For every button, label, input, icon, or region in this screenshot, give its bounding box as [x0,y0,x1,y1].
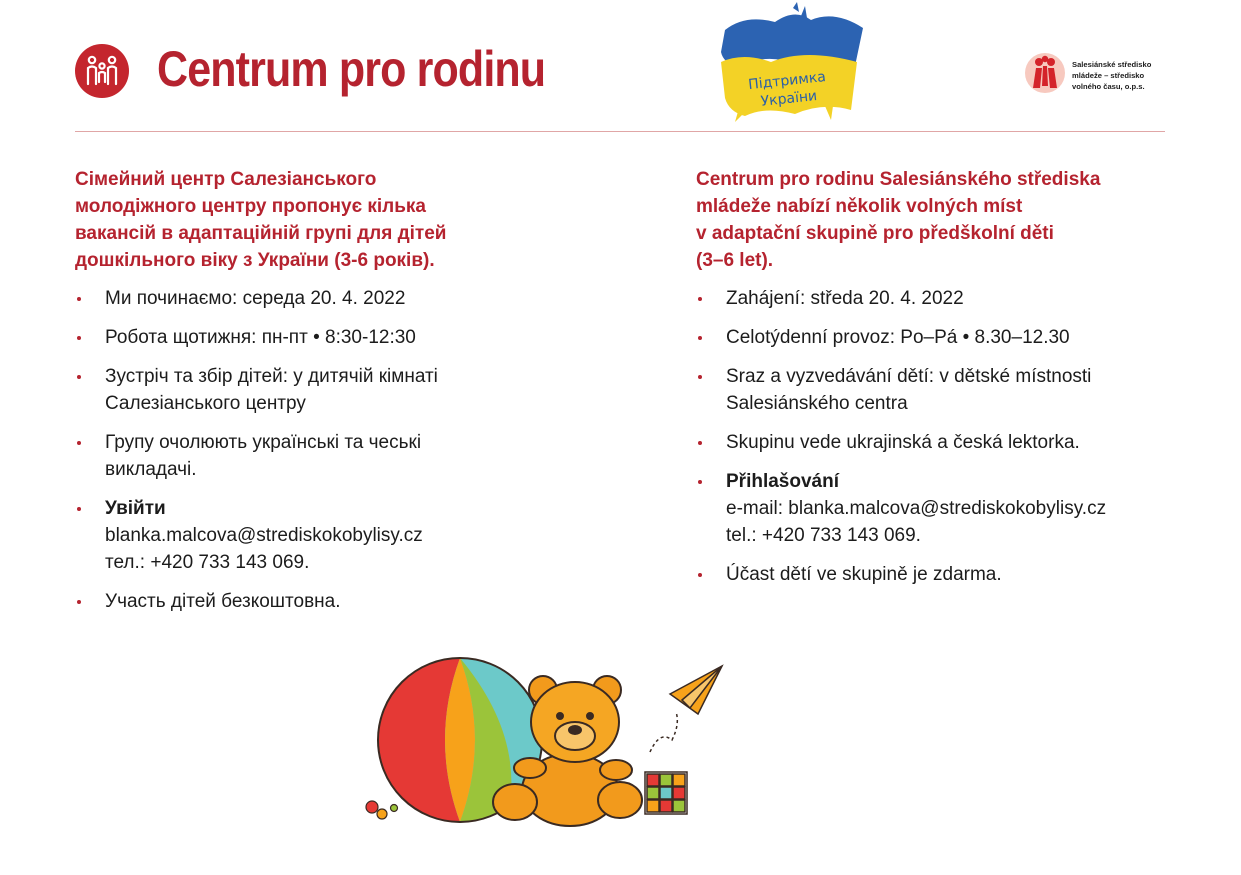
cz-intro-line: v adaptační skupině pro předškolní děti [696,223,1054,244]
rubiks-cube-icon [645,772,687,814]
list-item [696,561,1176,588]
toys-illustration [360,650,740,830]
list-item [75,324,535,351]
list-item [75,285,535,312]
org-name [1072,59,1182,92]
uk-intro [75,166,535,274]
cz-intro [696,166,1176,274]
centrum-logo-icon [75,44,129,98]
uk-free-note: Участь дітей безкоштовна. [105,591,341,612]
salesian-logo-icon [1024,52,1066,94]
list-item-text: викладачі. [105,459,197,480]
uk-intro-line: молодіжного центру пропонує кілька [75,196,426,217]
cz-contact-email[interactable]: e-mail: blanka.malcova@strediskokobylisy.cz [726,498,1107,519]
list-item-text: Sraz a vyzvedávání dětí: v dětské místnosti [726,366,1092,387]
list-item [696,363,1176,417]
paper-plane-icon [650,666,722,752]
uk-info-list [75,285,535,615]
uk-contact-email[interactable]: blanka.malcova@strediskokobylisy.cz [105,525,423,546]
list-item-text: Групу очолюють українські та чеські [105,432,422,453]
cz-intro-line: mládeže nabízí několik volných míst [696,196,1023,217]
ukrainian-column [75,166,535,627]
list-item [696,324,1176,351]
list-item-text: Zahájení: středa 20. 4. 2022 [726,288,964,309]
ua-badge-line: Підтримка [747,69,827,94]
uk-contact-phone[interactable]: тел.: +420 733 143 069. [105,552,310,573]
list-item-text: Робота щотижня: пн-пт • 8:30-12:30 [105,327,416,348]
list-item-text: Skupinu vede ukrajinská a česká lektorka. [726,432,1080,453]
header-divider [75,131,1165,132]
list-item [696,429,1176,456]
czech-column [696,166,1176,600]
cz-info-list [696,285,1176,588]
uk-intro-line: вакансій в адаптаційній групі для дітей [75,223,447,244]
cz-intro-line: (3–6 let). [696,250,774,271]
list-item-text: Зустріч та збір дітей: у дитячій кімнаті [105,366,438,387]
org-name-line: volného času, o.p.s. [1072,82,1145,91]
cz-intro-line: Centrum pro rodinu Salesiánského střediska [696,169,1101,190]
uk-intro-line: дошкільного віку з України (3-6 років). [75,250,435,271]
cz-contact-item [696,468,1176,549]
uk-intro-line: Сімейний центр Салезіанського [75,169,377,190]
list-item [75,429,535,483]
cz-contact-phone[interactable]: tel.: +420 733 143 069. [726,525,921,546]
cz-free-note: Účast dětí ve skupině je zdarma. [726,564,1002,585]
org-name-line: mládeže – středisko [1072,71,1145,80]
list-item-text: Ми починаємо: середа 20. 4. 2022 [105,288,406,309]
uk-contact-item [75,495,535,576]
page-title: Centrum pro rodinu [157,41,546,97]
small-balls-icon [366,801,398,819]
org-name-line: Salesiánské středisko [1072,60,1152,69]
uk-contact-heading: Увійти [105,498,166,519]
list-item [75,363,535,417]
list-item-text: Салезіанського центру [105,393,306,414]
cz-contact-heading: Přihlašování [726,471,839,492]
list-item-text: Celotýdenní provoz: Po–Pá • 8.30–12.30 [726,327,1070,348]
list-item [696,285,1176,312]
list-item [75,588,535,615]
list-item-text: Salesiánského centra [726,393,908,414]
ua-badge-line: України [759,88,818,110]
